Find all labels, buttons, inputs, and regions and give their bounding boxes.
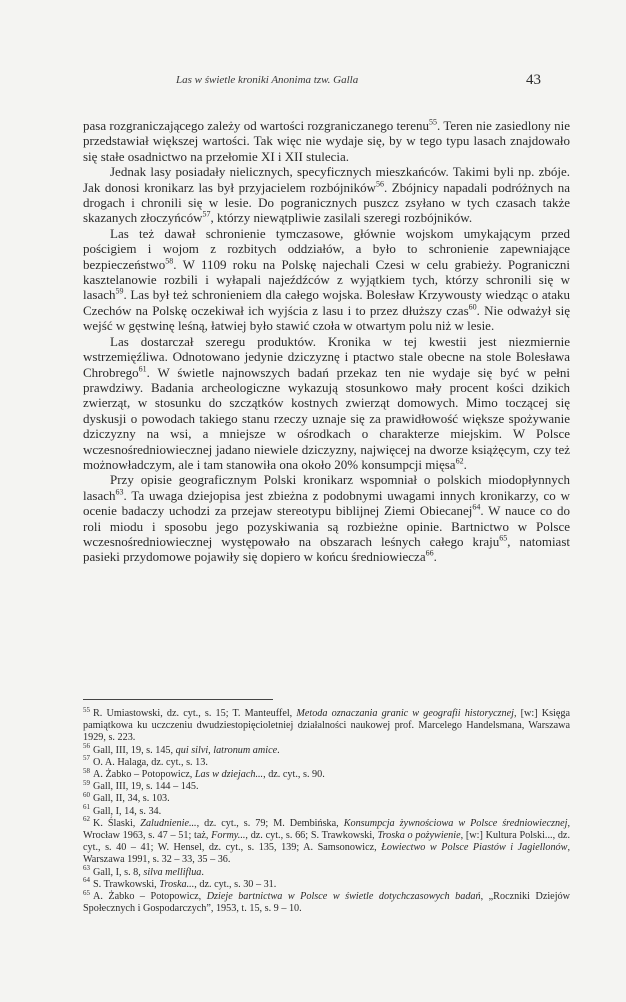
footnote-56: $^{56}$ Gall, III, 19, s. 145, qui silvi, latronum amice. [83, 742, 280, 756]
footnote-ref[interactable]: 63 [115, 487, 124, 497]
footnote-divider [83, 699, 273, 700]
footnote-60: $^{60}$ Gall, II, 34, s. 103. [83, 791, 170, 805]
footnote-ref[interactable]: 65 [499, 533, 508, 543]
footnote-ref[interactable]: 55 [429, 117, 438, 127]
footnote-ref[interactable]: 61 [138, 364, 147, 374]
footnote-63: $^{63}$ Gall, I, s. 8, silva melliflua. [83, 864, 204, 878]
footnote-62: $^{62}$ K. Ślaski, Zaludnienie..., dz. cyt., s. 79; M. Dembińska, Konsumpcja żywnościowa w Polsce średniowiecznej, Wrocław 1963, s. 47 – 51; taż, Formy..., dz. cyt., s. 66; S. Trawkowski, Troska o pożywienie, [w:] Kultura Polski..., dz. cyt., s. 40 – 41; W. Hensel, dz. cyt., s. 135, 139; A. Samsonowicz, Łowiectwo w Polsce Piastów i Jagiellonów, Warszawa 1991, s. 32 – 33, 35 – 36. [83, 815, 571, 866]
footnotes [83, 705, 571, 915]
footnote-64: $^{64}$ S. Trawkowski, Troska..., dz. cyt., s. 30 – 31. [83, 876, 277, 890]
paragraph-1: pasa rozgraniczającego zależy od wartości rozgraniczanego terenu$^{55}$. Teren nie zasiedlony nie przedstawiał większej wartości. Tak więc nie wydaje się, by w tego typu lasach znajdowało się stałe osadnictwo na przełomie XI i XII stulecia. [83, 117, 570, 164]
footnote-65: $^{65}$ A. Żabko – Potopowicz, Dzieje bartnictwa w Polsce w świetle dotychczasowych badań, „Roczniki Dziejów Społecznych i Gospodarczych”, 1953, t. 15, s. 9 – 10. [83, 888, 570, 915]
footnote-ref[interactable]: 62 [455, 456, 464, 466]
paragraph-4: Las dostarczał szeregu produktów. Kronika w tej kwestii jest niezmiernie wstrzemięźliwa. Odnotowano jedynie dziczyznę i ptactwo stale obecne na stole Bolesława Chrobrego$^{61}$. W świetle najnowszych badań przekaz ten nie wydaje się być w pełni prawdziwy. Badania archeologiczne wykazują stosunkowo mały procent kości dzikich zwierząt, w stosunku do szczątków kostnych zwierząt domowych. Mimo toczącej się dyskusji o powodach takiego stanu rzeczy uznaje się za prawidłowość większe spożywanie dziczyzny na wsi, a mniejsze w ośrodkach o charakterze miejskim. W Polsce wczesnośredniowiecznej jadano niewiele dziczyzny, najwięcej na dworze książęcym, czy też możnowładczym, ale i tam stanowiła ona około 20% konsumpcji mięsa$^{62}$. [83, 333, 570, 472]
footnote-ref[interactable]: 58 [165, 256, 174, 266]
footnote-ref[interactable]: 60 [468, 302, 477, 312]
footnote-61: $^{61}$ Gall, I, 14, s. 34. [83, 803, 162, 817]
footnote-ref[interactable]: 57 [202, 210, 211, 220]
paragraph-2: Jednak lasy posiadały nielicznych, specyficznych mieszkańców. Takimi byli np. zbóje. Jak donosi kronikarz las był przyjacielem rozbójników$^{56}$. Zbójnicy napadali podróżnych na drogach i chronili się w lesie. Do pogranicznych puszcz zsyłano w tych czasach także skazanych złoczyńców$^{57}$, którzy niewątpliwie zasilali szeregi rozbójników. [83, 164, 571, 226]
footnote-58: $^{58}$ A. Żabko – Potopowicz, Las w dziejach..., dz. cyt., s. 90. [83, 766, 325, 781]
main-text [83, 118, 570, 565]
footnote-57: $^{57}$ O. A. Halaga, dz. cyt., s. 13. [83, 754, 208, 768]
footnote-ref[interactable]: 64 [472, 502, 481, 512]
paragraph-5: Przy opisie geograficznym Polski kronikarz wspomniał o polskich miodopłynnych lasach$^{63}$. Ta uwaga dziejopisa jest zbieżna z podobnymi uwagami innych kronikarzy, co w ocenie badaczy uchodzi za przejaw stereotypu biblijnej Ziemi Obiecanej$^{64}$. W nauce co do roli miodu i sposobu jego pozyskiwania są rozbieżne opinie. Bartnictwo w Polsce wczesnośredniowiecznej występowało na obszarach leśnych całego kraju$^{65}$, natomiast pasieki przydomowe pojawiły się dopiero w końcu średniowiecza$^{66}$. [83, 472, 571, 565]
footnote-59: $^{59}$ Gall, III, 19, s. 144 – 145. [83, 778, 199, 793]
footnote-ref[interactable]: 56 [375, 179, 384, 189]
page-number: 43 [526, 72, 541, 88]
footnote-ref[interactable]: 66 [425, 549, 434, 559]
footnote-ref[interactable]: 59 [115, 287, 124, 297]
paragraph-3: Las też dawał schronienie tymczasowe, głównie wojskom umykającym przed pościgiem i wojom z rozbitych oddziałów, a było to schronienie zapewniające bezpieczeństwo$^{58}$. W 1109 roku na Polskę najechali Czesi w celu grabieży. Pograniczni kasztelanowie rozbili i wyłapali najeźdźców z wyjątkiem tych, którzy schronili się w lasach$^{59}$. Las był też schronieniem dla całego wojska. Bolesław Krzywousty wiedząc o ataku Czechów na Polskę oczekiwał ich wyjścia z lasu i to przez dłuższy czas$^{60}$. Nie odważył się wejść w gęstwinę leśną, łatwiej było stawić czoła w otwartym polu niż w lesie. [83, 225, 570, 334]
running-title: Las w świetle kroniki Anonima tzw. Galla [176, 74, 359, 86]
footnote-55: $^{55}$ R. Umiastowski, dz. cyt., s. 15; T. Manteuffel, Metoda oznaczania granic w geografii historycznej, [w:] Księga pamiątkowa ku uczczeniu dwudziestopięcioletniej działalności naukowej prof. Marcelego Handelsmana, Warszawa 1929, s. 223. [83, 705, 570, 744]
